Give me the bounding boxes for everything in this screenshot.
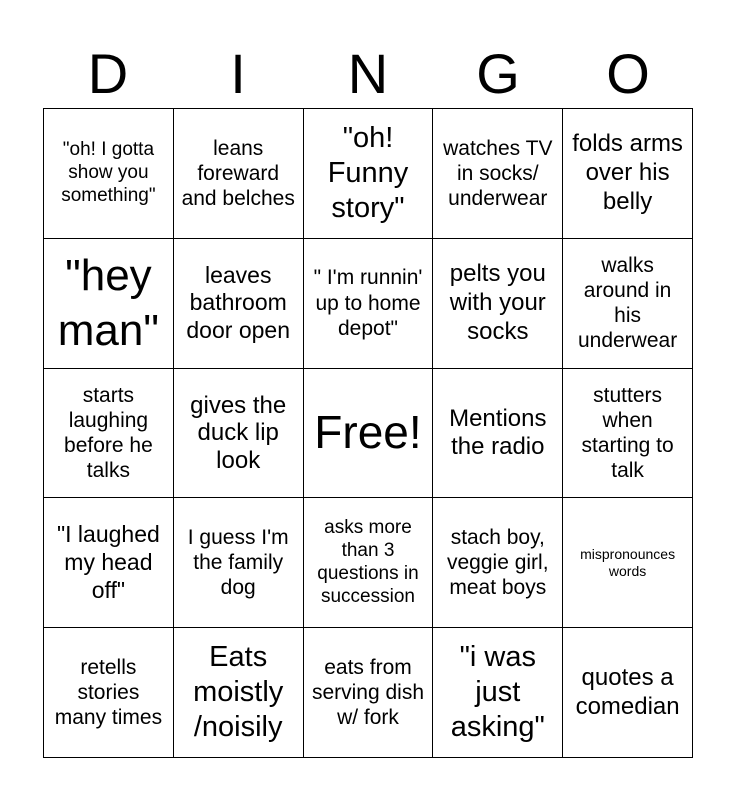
bingo-cell[interactable]: walks around in his underwear bbox=[563, 239, 693, 369]
bingo-cell[interactable]: stach boy, veggie girl, meat boys bbox=[433, 498, 563, 628]
bingo-cell[interactable]: asks more than 3 questions in succession bbox=[304, 498, 434, 628]
header-letter-n: N bbox=[347, 42, 389, 105]
bingo-header bbox=[43, 40, 693, 108]
bingo-cell[interactable]: starts laughing before he talks bbox=[44, 369, 174, 499]
bingo-cell[interactable]: eats from serving dish w/ fork bbox=[304, 628, 434, 758]
bingo-cell[interactable]: "i was just asking" bbox=[433, 628, 563, 758]
bingo-card-grid bbox=[43, 108, 693, 758]
bingo-cell[interactable]: quotes a comedian bbox=[563, 628, 693, 758]
bingo-cell[interactable]: " I'm runnin' up to home depot" bbox=[304, 239, 434, 369]
bingo-cell[interactable]: stutters when starting to talk bbox=[563, 369, 693, 499]
free-space-cell[interactable]: Free! bbox=[304, 369, 434, 499]
bingo-cell[interactable]: "hey man" bbox=[44, 239, 174, 369]
header-letter-o: O bbox=[606, 42, 650, 105]
bingo-cell[interactable]: Mentions the radio bbox=[433, 369, 563, 499]
bingo-cell[interactable]: folds arms over his belly bbox=[563, 109, 693, 239]
bingo-cell[interactable]: leans foreward and belches bbox=[174, 109, 304, 239]
header-letter-d: D bbox=[87, 42, 129, 105]
bingo-cell[interactable]: retells stories many times bbox=[44, 628, 174, 758]
bingo-cell[interactable]: I guess I'm the family dog bbox=[174, 498, 304, 628]
header-letter-g: G bbox=[476, 42, 520, 105]
bingo-cell[interactable]: Eats moistly /noisily bbox=[174, 628, 304, 758]
header-letter-i: I bbox=[230, 42, 246, 105]
bingo-cell[interactable]: watches TV in socks/ underwear bbox=[433, 109, 563, 239]
bingo-cell[interactable]: "oh! Funny story" bbox=[304, 109, 434, 239]
bingo-cell[interactable]: gives the duck lip look bbox=[174, 369, 304, 499]
bingo-cell[interactable]: leaves bathroom door open bbox=[174, 239, 304, 369]
bingo-cell[interactable]: pelts you with your socks bbox=[433, 239, 563, 369]
bingo-cell[interactable]: "oh! I gotta show you something" bbox=[44, 109, 174, 239]
bingo-cell[interactable]: mispronounces words bbox=[563, 498, 693, 628]
bingo-cell[interactable]: "I laughed my head off" bbox=[44, 498, 174, 628]
